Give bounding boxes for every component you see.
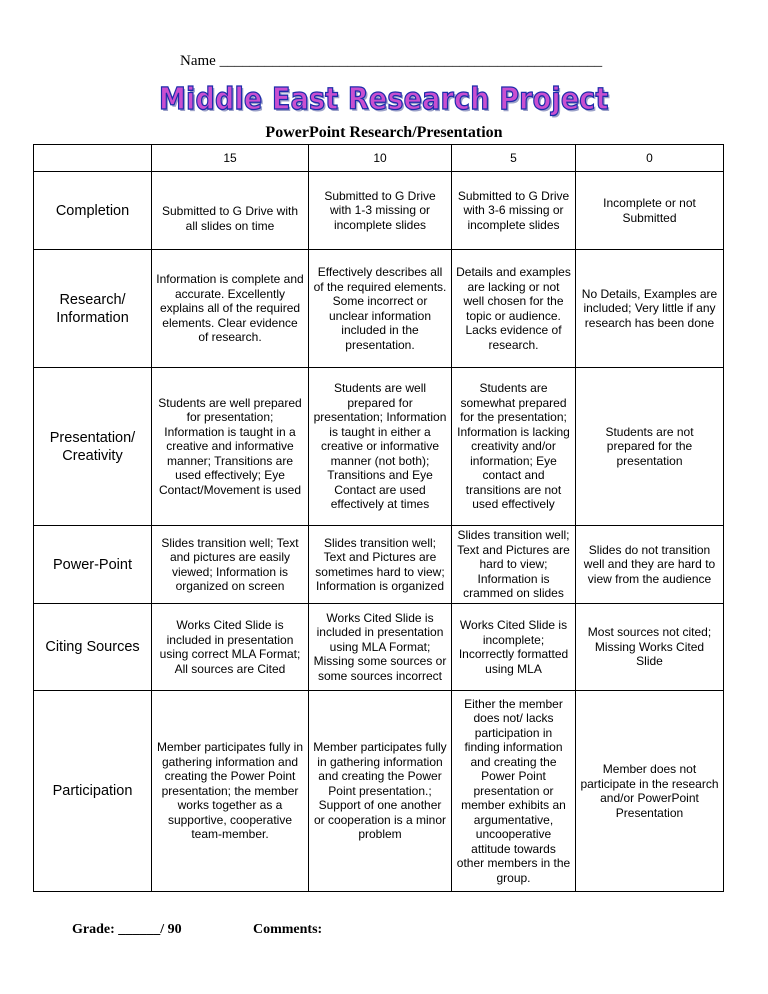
rubric-row-participation	[34, 691, 724, 892]
criterion-label: Power-Point	[34, 526, 152, 604]
rubric-cell: Students are well prepared for presentation; Information is taught in either a creative or informative manner (not both); Transitions and Eye Contact are used effectively at times	[309, 368, 452, 526]
criterion-label: Research/ Information	[34, 250, 152, 368]
score-header-5: 5	[452, 145, 576, 172]
rubric-cell: Incomplete or not Submitted	[576, 172, 724, 250]
rubric-cell: Information is complete and accurate. Excellently explains all of the required elements. Clear evidence of research.	[152, 250, 309, 368]
criterion-label: Completion	[34, 172, 152, 250]
name-field-line: Name ___________________________________________________	[180, 53, 603, 69]
comments-label: Comments:	[253, 922, 323, 937]
criterion-label: Participation	[34, 691, 152, 892]
page-subtitle: PowerPoint Research/Presentation	[265, 124, 503, 141]
rubric-cell: Most sources not cited; Missing Works Cited Slide	[576, 604, 724, 691]
rubric-cell: Submitted to G Drive with 3-6 missing or incomplete slides	[452, 172, 576, 250]
score-header-15: 15	[152, 145, 309, 172]
rubric-cell: Submitted to G Drive with all slides on time	[152, 172, 309, 250]
rubric-cell: Either the member does not/ lacks participation in finding information and creating the Power Point presentation or member exhibits an argumentative, uncooperative attitude towards other members in the group.	[452, 691, 576, 892]
rubric-cell: Works Cited Slide is incomplete; Incorrectly formatted using MLA	[452, 604, 576, 691]
rubric-cell: Details and examples are lacking or not well chosen for the topic or audience. Lacks evidence of research.	[452, 250, 576, 368]
score-header-10: 10	[309, 145, 452, 172]
rubric-cell: Students are somewhat prepared for the presentation; Information is lacking creativity and/or information; Eye contact and transitions are not used effectively	[452, 368, 576, 526]
rubric-cell: Submitted to G Drive with 1-3 missing or incomplete slides	[309, 172, 452, 250]
rubric-cell: Member participates fully in gathering information and creating the Power Point presentation.; Support of one another or cooperation is a minor problem	[309, 691, 452, 892]
rubric-cell: Member does not participate in the research and/or PowerPoint Presentation	[576, 691, 724, 892]
rubric-row-citing-sources	[34, 604, 724, 691]
grade-line: Grade: ______/ 90	[72, 922, 182, 937]
page-title: Middle East Research Project	[159, 82, 609, 117]
rubric-cell: Students are well prepared for presentation; Information is taught in a creative and informative manner; Transitions are used effectively; Eye Contact/Movement is used	[152, 368, 309, 526]
title-banner	[0, 82, 768, 117]
rubric-cell: No Details, Examples are included; Very little if any research has been done	[576, 250, 724, 368]
rubric-cell: Slides transition well; Text and pictures are easily viewed; Information is organized on screen	[152, 526, 309, 604]
rubric-row-powerpoint	[34, 526, 724, 604]
criterion-label: Citing Sources	[34, 604, 152, 691]
rubric-table	[33, 144, 724, 892]
rubric-row-presentation	[34, 368, 724, 526]
rubric-row-research	[34, 250, 724, 368]
rubric-row-completion	[34, 172, 724, 250]
rubric-cell: Works Cited Slide is included in presentation using MLA Format; Missing some sources or some sources incorrect	[309, 604, 452, 691]
criterion-label: Presentation/ Creativity	[34, 368, 152, 526]
rubric-cell: Slides transition well; Text and Pictures are hard to view; Information is crammed on slides	[452, 526, 576, 604]
rubric-cell: Slides do not transition well and they are hard to view from the audience	[576, 526, 724, 604]
rubric-cell: Effectively describes all of the required elements. Some incorrect or unclear information included in the presentation.	[309, 250, 452, 368]
rubric-cell: Works Cited Slide is included in presentation using correct MLA Format; All sources are Cited	[152, 604, 309, 691]
header-corner-cell	[34, 145, 152, 172]
rubric-cell: Member participates fully in gathering information and creating the Power Point presentation; the member works together as a supportive, cooperative team-member.	[152, 691, 309, 892]
rubric-cell: Slides transition well; Text and Pictures are sometimes hard to view; Information is organized	[309, 526, 452, 604]
score-header-row	[34, 145, 724, 172]
rubric-cell: Students are not prepared for the presentation	[576, 368, 724, 526]
score-header-0: 0	[576, 145, 724, 172]
